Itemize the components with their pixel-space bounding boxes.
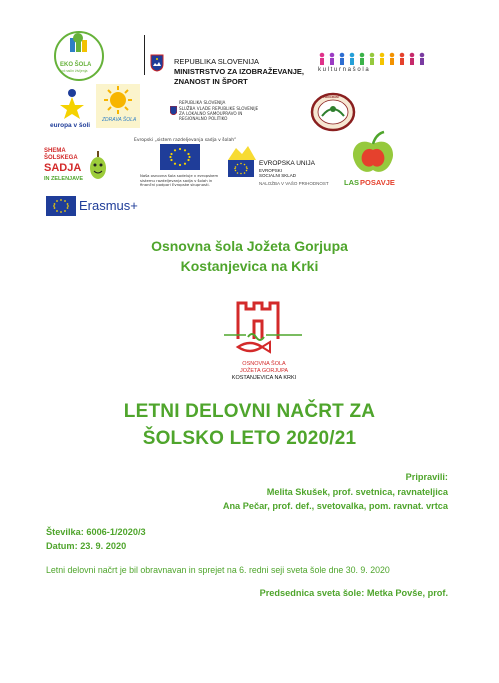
shema-line2: ŠOLSKEGA [44, 155, 78, 161]
badge-label: PROGRAM [323, 95, 339, 99]
ministry-line2: MINISTRSTVO ZA IZOBRAŽEVANJE, [174, 67, 305, 76]
approval-statement: Letni delovni načrt je bil obravnavan in sprejet na 6. redni seji sveta šole dne 30. 9. 2020 [46, 565, 390, 575]
gov-office-block [170, 100, 270, 130]
title-line2: ŠOLSKO LETO 2020/21 [142, 428, 357, 449]
eu-flag-erasmus-icon [46, 196, 76, 216]
title-line1: LETNI DELOVNI NAČRT ZA [123, 401, 376, 422]
school-name-line2: Kostanjevica na Krki [180, 258, 319, 274]
document-number: Številka: 6006-1/2020/3 [46, 527, 146, 537]
gov-line3: ZA LOKALNO SAMOUPRAVO IN [179, 111, 243, 116]
shema-line4: IN ZELENJAVE [44, 176, 84, 182]
document-date: Datum: 23. 9. 2020 [46, 541, 127, 551]
gov-emblem-icon [170, 106, 177, 115]
castle-fish-icon [224, 297, 304, 359]
coat-of-arms-icon [150, 54, 164, 72]
eu-social-fund [228, 146, 338, 190]
las-label2: POSAVJE [360, 178, 395, 187]
eko-sola-icon [48, 28, 110, 86]
logos-area [0, 0, 499, 225]
gov-line4: REGIONALNO POLITIKO [179, 116, 228, 121]
star-figure-icon [54, 88, 90, 122]
shema-line1: SHEMA [44, 148, 66, 154]
eko-sola-sub: kot način življenja [60, 69, 88, 73]
las-posavje-logo [340, 130, 402, 194]
eu-social-line2: EVROPSKI [259, 168, 283, 173]
prepared-person1: Melita Skušek, prof. svetnica, ravnateljica [266, 487, 448, 497]
ministry-line1: REPUBLIKA SLOVENIJA [174, 57, 260, 66]
school-logo-line1: OSNOVNA ŠOLA [242, 361, 286, 367]
prepared-label: Pripravili: [405, 472, 448, 482]
ministry-line3: ZNANOST IN ŠPORT [174, 77, 248, 86]
erasmus-label: Erasmus+ [79, 198, 138, 213]
school-logo-line2: JOŽETA GORJUPA [239, 368, 289, 374]
zdrava-sola-label: ZDRAVA ŠOLA [102, 117, 137, 123]
shema-logo [40, 146, 112, 190]
shema-line3: SADJA [44, 162, 82, 174]
sun-icon [96, 84, 140, 116]
gov-line1: REPUBLIKA SLOVENIJA [179, 100, 226, 105]
coat-of-arms [150, 54, 164, 72]
school-name-line1: Osnovna šola Jožeta Gorjupa [151, 238, 348, 254]
erasmus-logo [46, 196, 156, 218]
europa-v-soli-logo [50, 88, 91, 134]
school-logo-line3: KOSTANJEVICA NA KRKI [231, 375, 297, 381]
school-logo [224, 297, 304, 387]
eu-social-line1: EVROPSKA UNIJA [259, 160, 315, 167]
kulturna-sola-label: k u l t u r n a š o l a [318, 67, 369, 73]
apple-leaf-icon [348, 130, 398, 176]
prepared-person2: Ana Pečar, prof. def., svetovalka, pom. ravnat. vrtca [222, 501, 448, 511]
program-badge [310, 92, 356, 132]
eu-social-line3: SOCIALNI SKLAD [259, 173, 297, 178]
las-label1: LAS [344, 178, 359, 187]
evropski-sadje-text: Evropski „sistem razdeljevanja sadja v šolah“ [134, 138, 237, 143]
kulturna-sola-logo [318, 52, 428, 76]
eko-sola-label: EKO ŠOLA [60, 62, 92, 68]
eu-social-line4: NALOŽBA V VAŠO PRIHODNOST [259, 181, 329, 186]
people-row-icon [318, 52, 428, 66]
eko-sola-logo [48, 28, 110, 86]
eu-flag-small-icon [228, 160, 254, 177]
pear-mascot-icon [88, 148, 108, 182]
zdrava-sola-logo [96, 84, 140, 128]
eu-flag-note [140, 144, 232, 204]
arrow-shape-icon [228, 146, 256, 160]
eu-flag-icon [160, 144, 200, 170]
divider-line [144, 35, 145, 75]
eu-note-text: Naša osnovna šola sodeluje v evropskem sistemu razdeljevanja sadja v šolah in finančni podpori Evropske skupnosti. [140, 173, 219, 188]
europa-v-soli-label: europa v šoli [50, 122, 91, 129]
council-president: Predsednica sveta šole: Metka Povše, prof. [259, 588, 448, 598]
gov-line2: SLUŽBA VLADE REPUBLIKE SLOVENIJE [179, 106, 259, 111]
